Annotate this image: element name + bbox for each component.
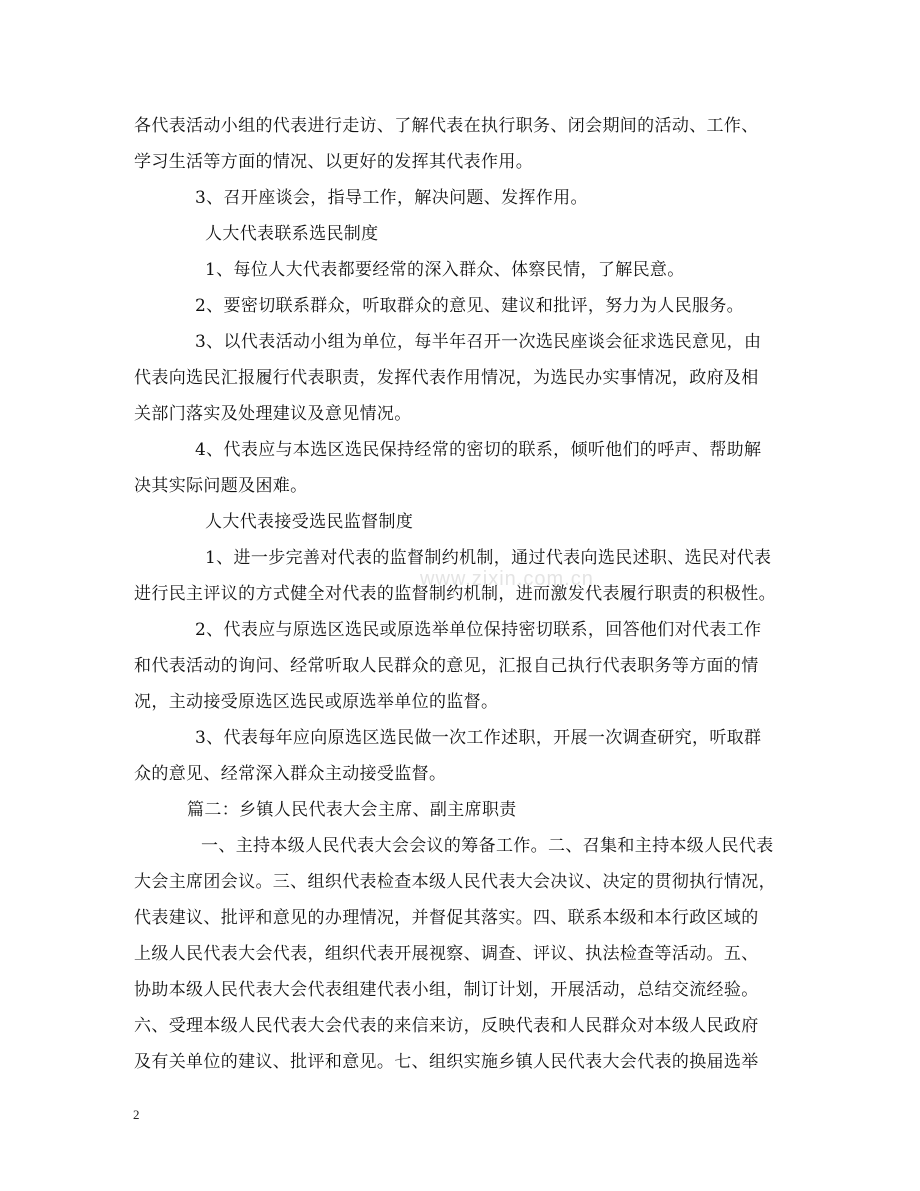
body-line: 大会主席团会议。三、组织代表检查本级人民代表大会决议、决定的贯彻执行情况， (134, 872, 776, 892)
body-line: 各代表活动小组的代表进行走访、了解代表在执行职务、闭会期间的活动、工作、 (134, 116, 759, 136)
body-line: 关部门落实及处理建议及意见情况。 (134, 404, 412, 424)
section-heading: 人大代表接受选民监督制度 (205, 512, 414, 532)
body-line: 和代表活动的询问、经常听取人民群众的意见，汇报自己执行代表职务等方面的情 (134, 656, 759, 676)
list-item: 4、代表应与本选区选民保持经常的密切的联系，倾听他们的呼声、帮助解 (195, 440, 762, 460)
body-line: 进行民主评议的方式健全对代表的监督制约机制，进而激发代表履行职责的积极性。 (134, 584, 776, 604)
body-line: 况，主动接受原选区选民或原选举单位的监督。 (134, 692, 499, 712)
body-line: 学习生活等方面的情况、以更好的发挥其代表作用。 (134, 152, 534, 172)
chapter-heading: 篇二：乡镇人民代表大会主席、副主席职责 (187, 800, 517, 820)
page-number: 2 (133, 1107, 140, 1122)
list-item: 一、主持本级人民代表大会会议的筹备工作。二、召集和主持本级人民代表 (201, 836, 774, 856)
list-item: 3、代表每年应向原选区选民做一次工作述职，开展一次调查研究，听取群 (195, 728, 762, 748)
body-line: 决其实际问题及困难。 (134, 476, 308, 496)
body-line: 及有关单位的建议、批评和意见。七、组织实施乡镇人民代表大会代表的换届选举 (134, 1052, 759, 1072)
list-item: 3、以代表活动小组为单位，每半年召开一次选民座谈会征求选民意见，由 (195, 332, 762, 352)
body-line: 众的意见、经常深入群众主动接受监督。 (134, 764, 447, 784)
list-item: 2、要密切联系群众，听取群众的意见、建议和批评，努力为人民服务。 (195, 296, 745, 316)
watermark: www.zixin.com.cn (420, 568, 594, 590)
body-line: 代表建议、批评和意见的办理情况，并督促其落实。四、联系本级和本行政区域的 (134, 908, 759, 928)
list-item: 1、进一步完善对代表的监督制约机制，通过代表向选民述职、选民对代表 (205, 548, 772, 568)
body-line: 协助本级人民代表大会代表组建代表小组，制订计划，开展活动，总结交流经验。 (134, 980, 759, 1000)
list-item: 3、召开座谈会，指导工作，解决问题、发挥作用。 (195, 188, 588, 208)
section-heading: 人大代表联系选民制度 (205, 224, 379, 244)
body-line: 上级人民代表大会代表，组织代表开展视察、调查、评议、执法检查等活动。五、 (134, 944, 759, 964)
list-item: 1、每位人大代表都要经常的深入群众、体察民情，了解民意。 (205, 260, 685, 280)
body-line: 代表向选民汇报履行代表职责，发挥代表作用情况，为选民办实事情况，政府及相 (134, 368, 759, 388)
list-item: 2、代表应与原选区选民或原选举单位保持密切联系，回答他们对代表工作 (195, 620, 762, 640)
body-line: 六、受理本级人民代表大会代表的来信来访，反映代表和人民群众对本级人民政府 (134, 1016, 759, 1036)
